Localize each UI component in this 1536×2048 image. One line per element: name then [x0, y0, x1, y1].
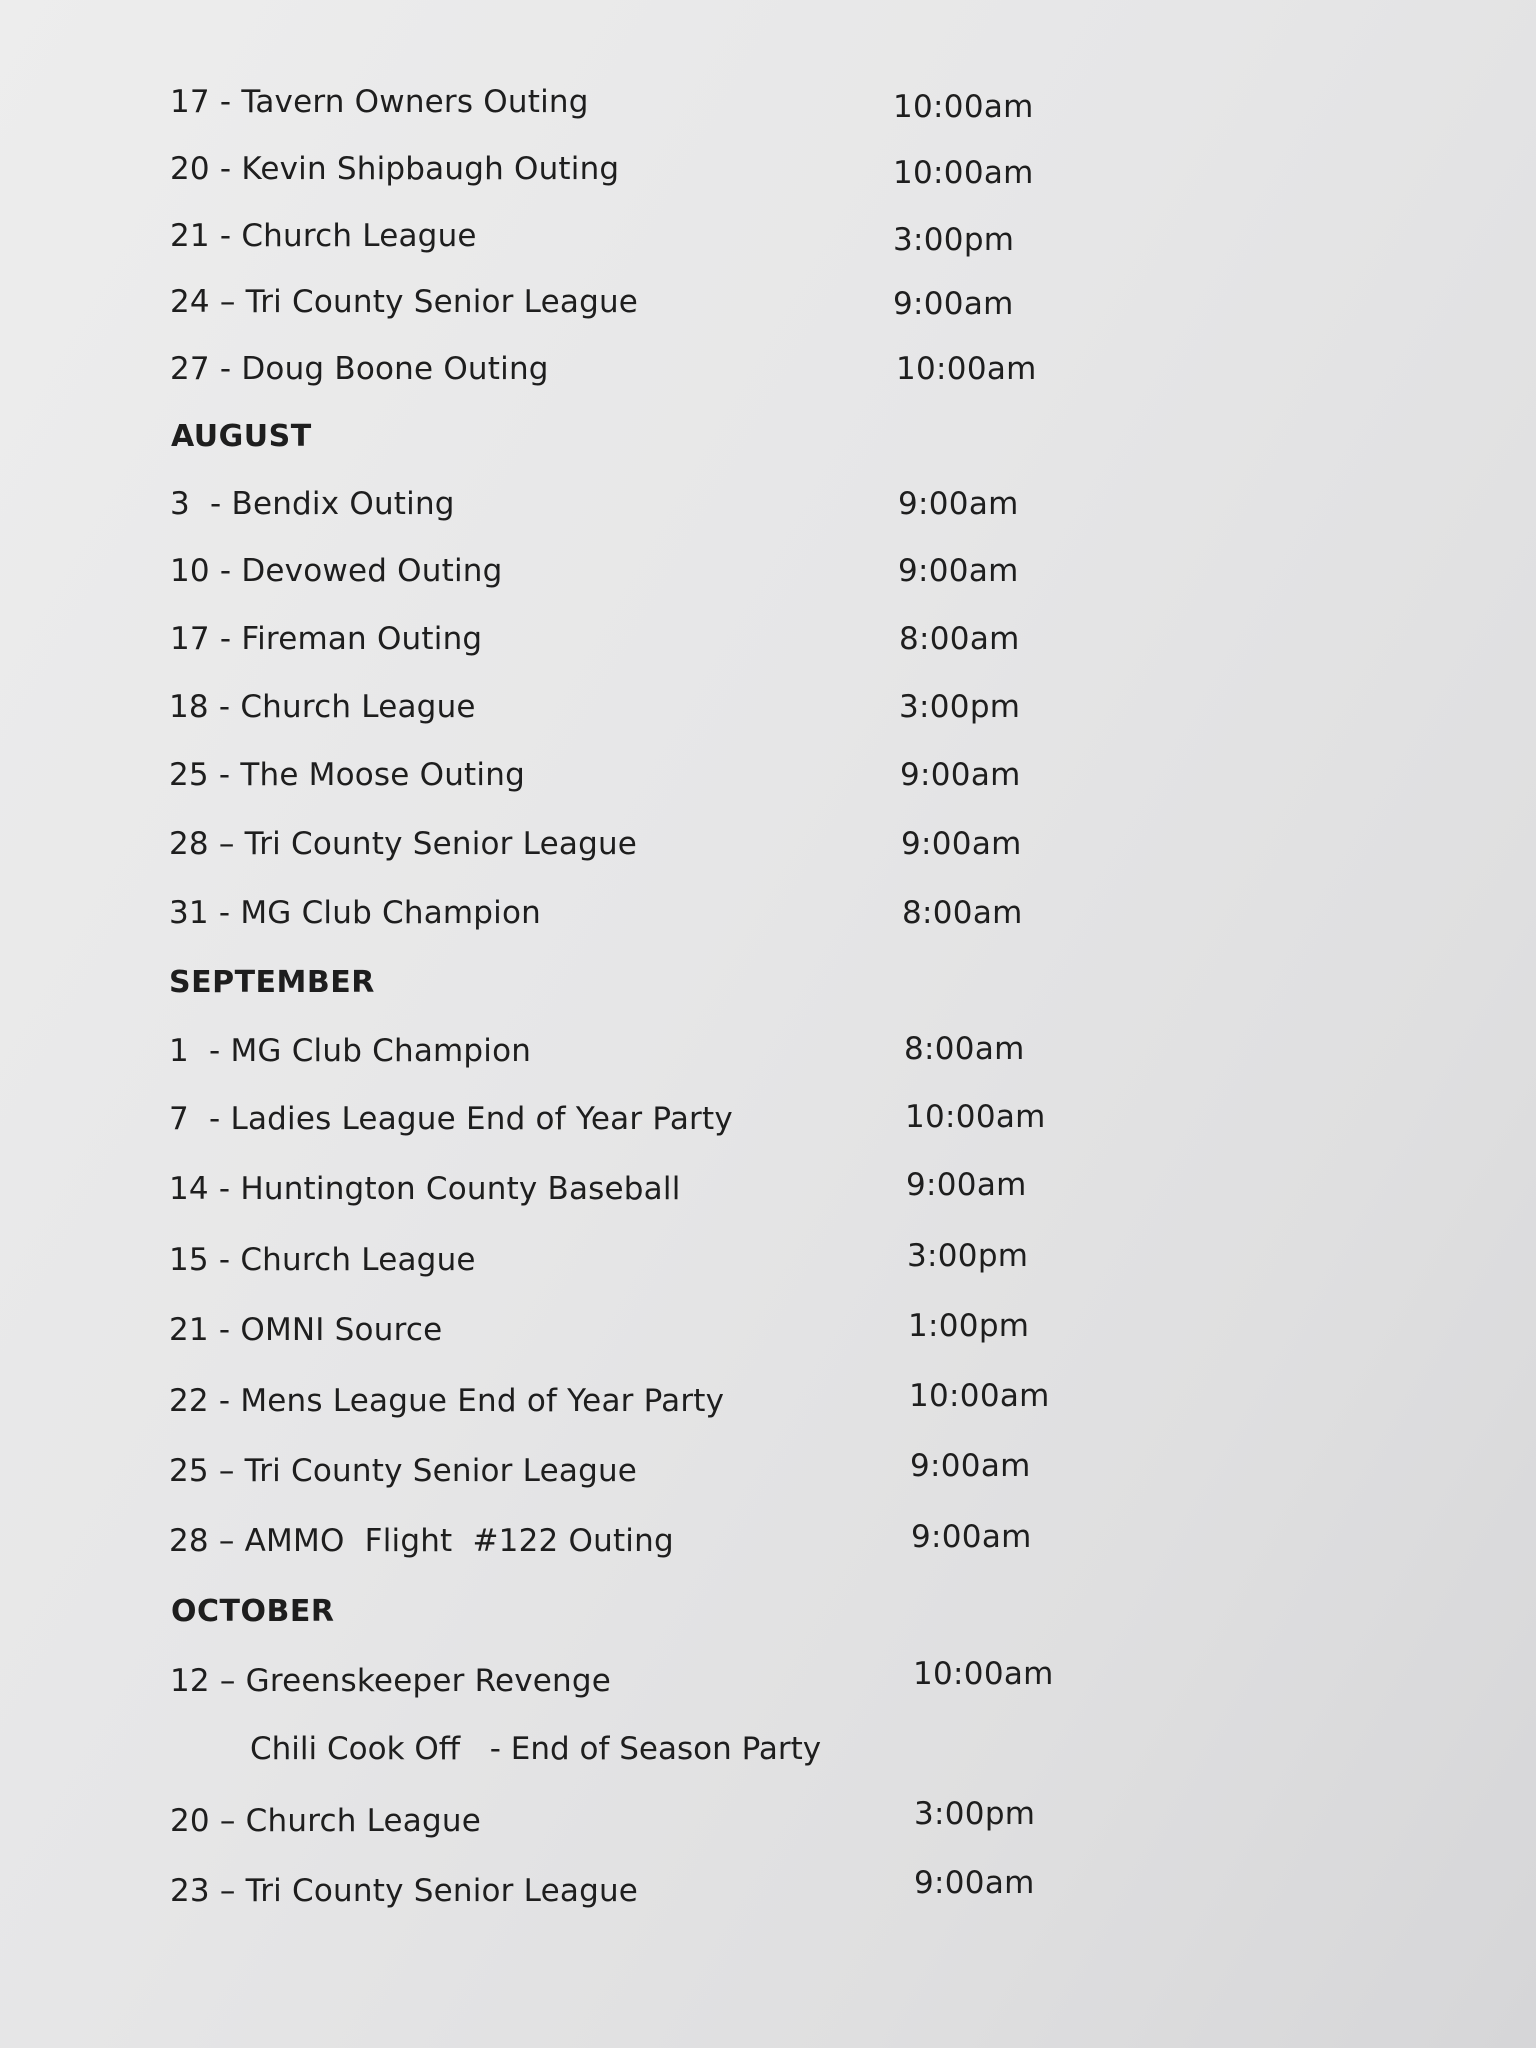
schedule-row	[0, 1796, 1536, 1861]
schedule-row	[0, 824, 1536, 884]
schedule-row	[0, 1099, 1536, 1159]
event-name: 20 - Kevin Shipbaugh Outing	[170, 151, 620, 187]
event-name: 17 - Fireman Outing	[170, 621, 483, 657]
event-time: 9:00am	[910, 1448, 1031, 1484]
event-time: 9:00am	[911, 1519, 1032, 1555]
month-heading-september: SEPTEMBER	[169, 965, 375, 1000]
event-time: 3:00pm	[899, 689, 1021, 725]
event-time: 10:00am	[909, 1378, 1050, 1414]
event-time: 9:00am	[893, 286, 1014, 322]
event-name: 21 - OMNI Source	[169, 1312, 443, 1348]
event-time: 9:00am	[898, 486, 1019, 522]
schedule-row	[0, 484, 1536, 544]
event-time: 8:00am	[902, 895, 1023, 931]
schedule-row	[0, 1448, 1536, 1511]
schedule-row	[0, 893, 1536, 953]
event-time: 10:00am	[893, 89, 1034, 125]
event-name: 21 - Church League	[170, 218, 477, 254]
event-name: 17 - Tavern Owners Outing	[170, 84, 589, 120]
schedule-row	[0, 551, 1536, 611]
event-name: 31 - MG Club Champion	[169, 895, 541, 931]
event-time: 3:00pm	[893, 222, 1015, 258]
month-heading-august: AUGUST	[171, 419, 312, 454]
schedule-row	[0, 82, 1536, 142]
event-time: 1:00pm	[908, 1308, 1030, 1344]
event-name: 7 - Ladies League End of Year Party	[169, 1101, 733, 1137]
event-time: 8:00am	[904, 1031, 1025, 1067]
event-name: 1 - MG Club Champion	[169, 1033, 532, 1069]
event-name: 28 – AMMO Flight #122 Outing	[169, 1523, 674, 1559]
event-time: 9:00am	[906, 1167, 1027, 1203]
schedule-row	[0, 1656, 1536, 1721]
schedule-row	[0, 1865, 1536, 1931]
event-name: 20 – Church League	[170, 1803, 481, 1839]
schedule-row	[0, 1378, 1536, 1441]
event-name: 10 - Devowed Outing	[170, 553, 503, 589]
event-name: 25 - The Moose Outing	[169, 757, 525, 793]
event-time: 8:00am	[899, 621, 1020, 657]
event-time: 3:00pm	[914, 1796, 1036, 1832]
schedule-row	[0, 619, 1536, 679]
schedule-subline-row	[0, 1729, 1536, 1789]
schedule-row	[0, 1240, 1536, 1300]
month-heading-row	[0, 417, 1536, 477]
event-name: 27 - Doug Boone Outing	[170, 351, 549, 387]
schedule-row	[0, 1521, 1536, 1581]
schedule-row	[0, 1310, 1536, 1370]
event-time: 9:00am	[914, 1865, 1035, 1901]
event-name: 23 – Tri County Senior League	[170, 1873, 639, 1909]
month-heading-row	[0, 963, 1536, 1023]
event-time: 9:00am	[900, 757, 1021, 793]
event-name: 12 – Greenskeeper Revenge	[170, 1663, 612, 1699]
schedule-row	[0, 1169, 1536, 1229]
schedule-row	[0, 1031, 1536, 1091]
schedule-row	[0, 282, 1536, 342]
month-heading-row	[0, 1592, 1536, 1652]
event-time: 10:00am	[893, 155, 1034, 191]
schedule-row	[0, 687, 1536, 747]
schedule-row	[0, 349, 1536, 409]
schedule-row	[0, 149, 1536, 209]
event-name: 22 - Mens League End of Year Party	[169, 1383, 725, 1419]
event-name: 3 - Bendix Outing	[170, 486, 455, 522]
event-time: 10:00am	[905, 1099, 1046, 1135]
event-time: 9:00am	[901, 826, 1022, 862]
event-name: 15 - Church League	[169, 1242, 476, 1278]
schedule-row	[0, 216, 1536, 276]
event-time: 10:00am	[896, 351, 1037, 387]
event-time: 10:00am	[913, 1656, 1054, 1692]
event-time: 9:00am	[898, 553, 1019, 589]
event-name: 18 - Church League	[169, 689, 476, 725]
schedule-row	[0, 755, 1536, 815]
event-name: 28 – Tri County Senior League	[169, 826, 638, 862]
event-name: 25 – Tri County Senior League	[169, 1453, 638, 1489]
event-name: 14 - Huntington County Baseball	[169, 1171, 681, 1207]
event-name: 24 – Tri County Senior League	[170, 284, 639, 320]
month-heading-october: OCTOBER	[171, 1594, 335, 1629]
event-time: 3:00pm	[907, 1238, 1029, 1274]
event-subline: Chili Cook Off - End of Season Party	[250, 1731, 822, 1767]
